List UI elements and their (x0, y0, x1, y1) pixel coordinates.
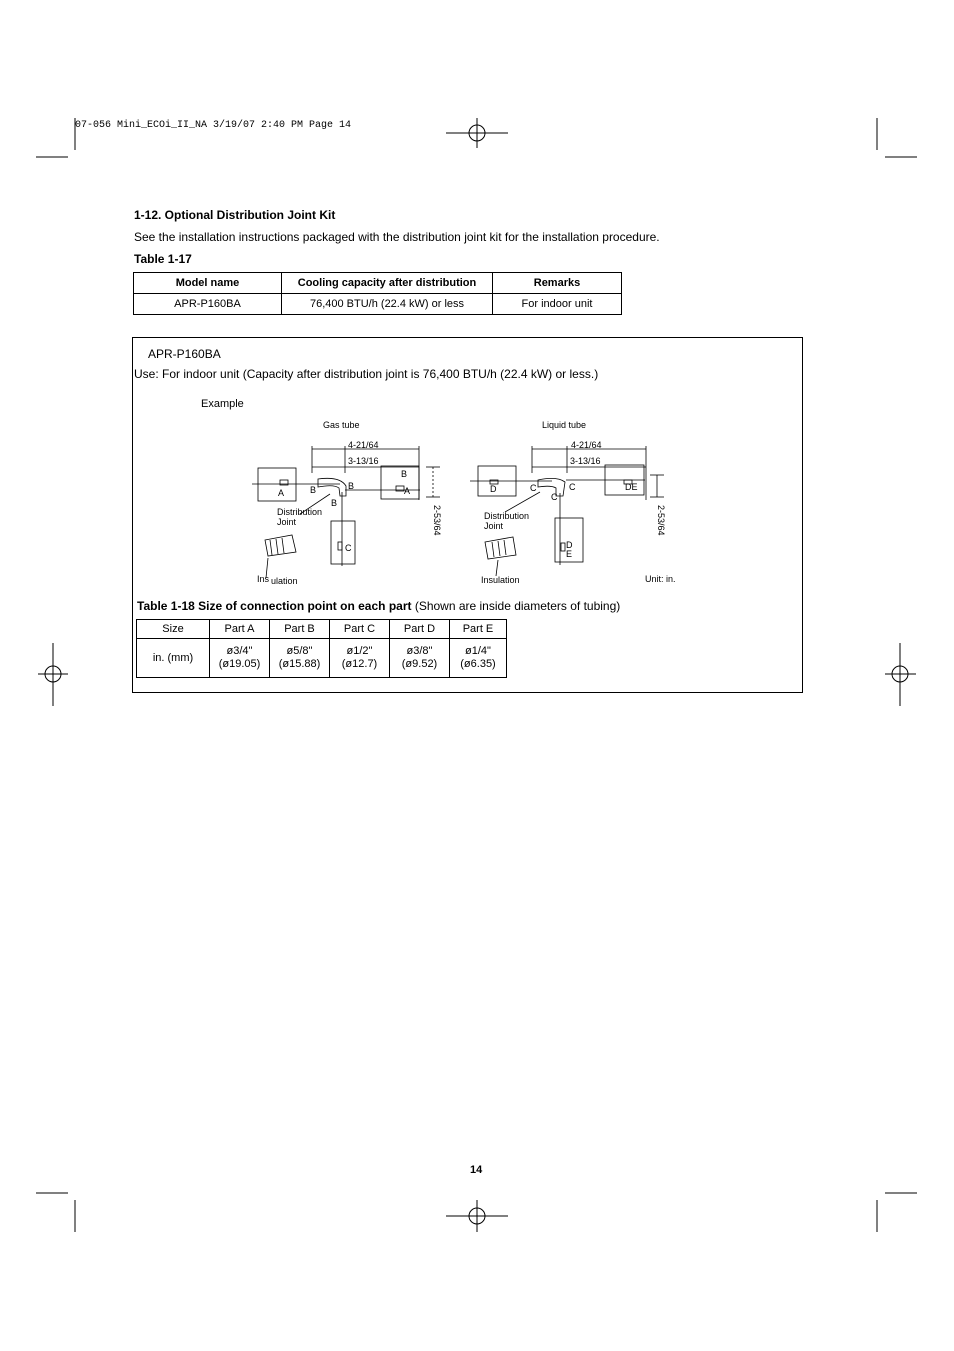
page-number: 14 (470, 1164, 483, 1176)
header-remarks: Remarks (493, 273, 622, 294)
section-title: 1-12. Optional Distribution Joint Kit (134, 208, 336, 222)
header-model-name: Model name (134, 273, 282, 294)
gas-joint-line2: Joint (277, 517, 297, 527)
liquid-dim-1: 4-21/64 (571, 440, 602, 450)
gas-label-b-top: B (401, 469, 408, 479)
table18-caption (137, 599, 620, 613)
gas-dim-3: 2-53/64 (432, 505, 442, 536)
liquid-label-c-left: C (530, 483, 537, 493)
table-row (137, 639, 507, 678)
cell-part-c-mm: (ø12.7) (341, 658, 378, 670)
cell-part-b-in: ø5/8" (286, 645, 313, 657)
cell-part-a-mm: (ø19.05) (218, 658, 261, 670)
liquid-insulation: Insulation (481, 575, 520, 585)
gas-insulation-b: ulation (271, 576, 298, 586)
cell-part-a (210, 639, 270, 678)
gas-label-a-right: A (404, 486, 411, 496)
table18-caption-bold: Table 1-18 Size of connection point on each part (137, 599, 412, 613)
gas-label-b-left: B (310, 485, 317, 495)
cell-part-d-in: ø3/8" (406, 645, 433, 657)
cell-part-c (330, 639, 390, 678)
cell-part-c-in: ø1/2" (346, 645, 373, 657)
liquid-label-d-unit: D (566, 540, 573, 550)
gas-dim-2: 3-13/16 (348, 456, 379, 466)
cell-part-b-mm: (ø15.88) (278, 658, 321, 670)
liquid-joint-line1: Distribution (484, 511, 530, 521)
cell-part-e-mm: (ø6.35) (460, 658, 496, 670)
header-size: Size (137, 620, 210, 639)
gas-label-a-left: A (278, 488, 285, 498)
liquid-label-c-lower: C (551, 492, 558, 502)
header-part-d: Part D (390, 620, 450, 639)
cell-remarks: For indoor unit (493, 294, 622, 315)
liquid-tube-title: Liquid tube (542, 420, 587, 430)
liquid-label-de: DE (625, 482, 638, 492)
table-header-row (137, 620, 507, 639)
liquid-label-c-right: C (569, 482, 576, 492)
table17-caption: Table 1-17 (134, 252, 192, 266)
cell-part-a-in: ø3/4" (226, 645, 253, 657)
liquid-label-d-left: D (490, 484, 497, 494)
table-1-18 (136, 619, 507, 678)
cell-part-d (390, 639, 450, 678)
cell-capacity: 76,400 BTU/h (22.4 kW) or less (282, 294, 493, 315)
liquid-dim-3: 2-53/64 (656, 505, 666, 536)
liquid-dim-2: 3-13/16 (570, 456, 601, 466)
liquid-label-e-unit: E (566, 549, 573, 559)
cell-part-b (270, 639, 330, 678)
cell-part-e-in: ø1/4" (465, 645, 491, 657)
gas-label-c: C (345, 543, 352, 553)
header-part-c: Part C (330, 620, 390, 639)
gas-insulation-a: Ins (257, 574, 270, 584)
gas-tube-title: Gas tube (323, 420, 360, 430)
gas-joint-line1: Distribution (277, 507, 323, 517)
header-cooling-capacity: Cooling capacity after distribution (282, 273, 493, 294)
header-part-e: Part E (450, 620, 507, 639)
gas-label-b-joint: B (348, 481, 355, 491)
example-label: Example (201, 398, 244, 410)
cell-part-e (450, 639, 507, 678)
unit-note: Unit: in. (645, 574, 676, 584)
gas-dim-1: 4-21/64 (348, 440, 379, 450)
header-part-a: Part A (210, 620, 270, 639)
print-header: 07-056 Mini_ECOi_II_NA 3/19/07 2:40 PM Page 14 (75, 120, 352, 131)
table18-caption-normal: (Shown are inside diameters of tubing) (411, 599, 621, 613)
gas-label-b-lower: B (331, 498, 338, 508)
cell-model: APR-P160BA (134, 294, 282, 315)
section-intro: See the installation instructions packaged with the distribution joint kit for the installation procedure. (134, 230, 660, 244)
row-label: in. (mm) (137, 639, 210, 678)
kit-model: APR-P160BA (148, 347, 221, 361)
liquid-joint-line2: Joint (484, 521, 504, 531)
cell-part-d-mm: (ø9.52) (401, 658, 438, 670)
header-part-b: Part B (270, 620, 330, 639)
kit-use: Use: For indoor unit (Capacity after distribution joint is 76,400 BTU/h (22.4 kW) or less.) (134, 367, 599, 381)
